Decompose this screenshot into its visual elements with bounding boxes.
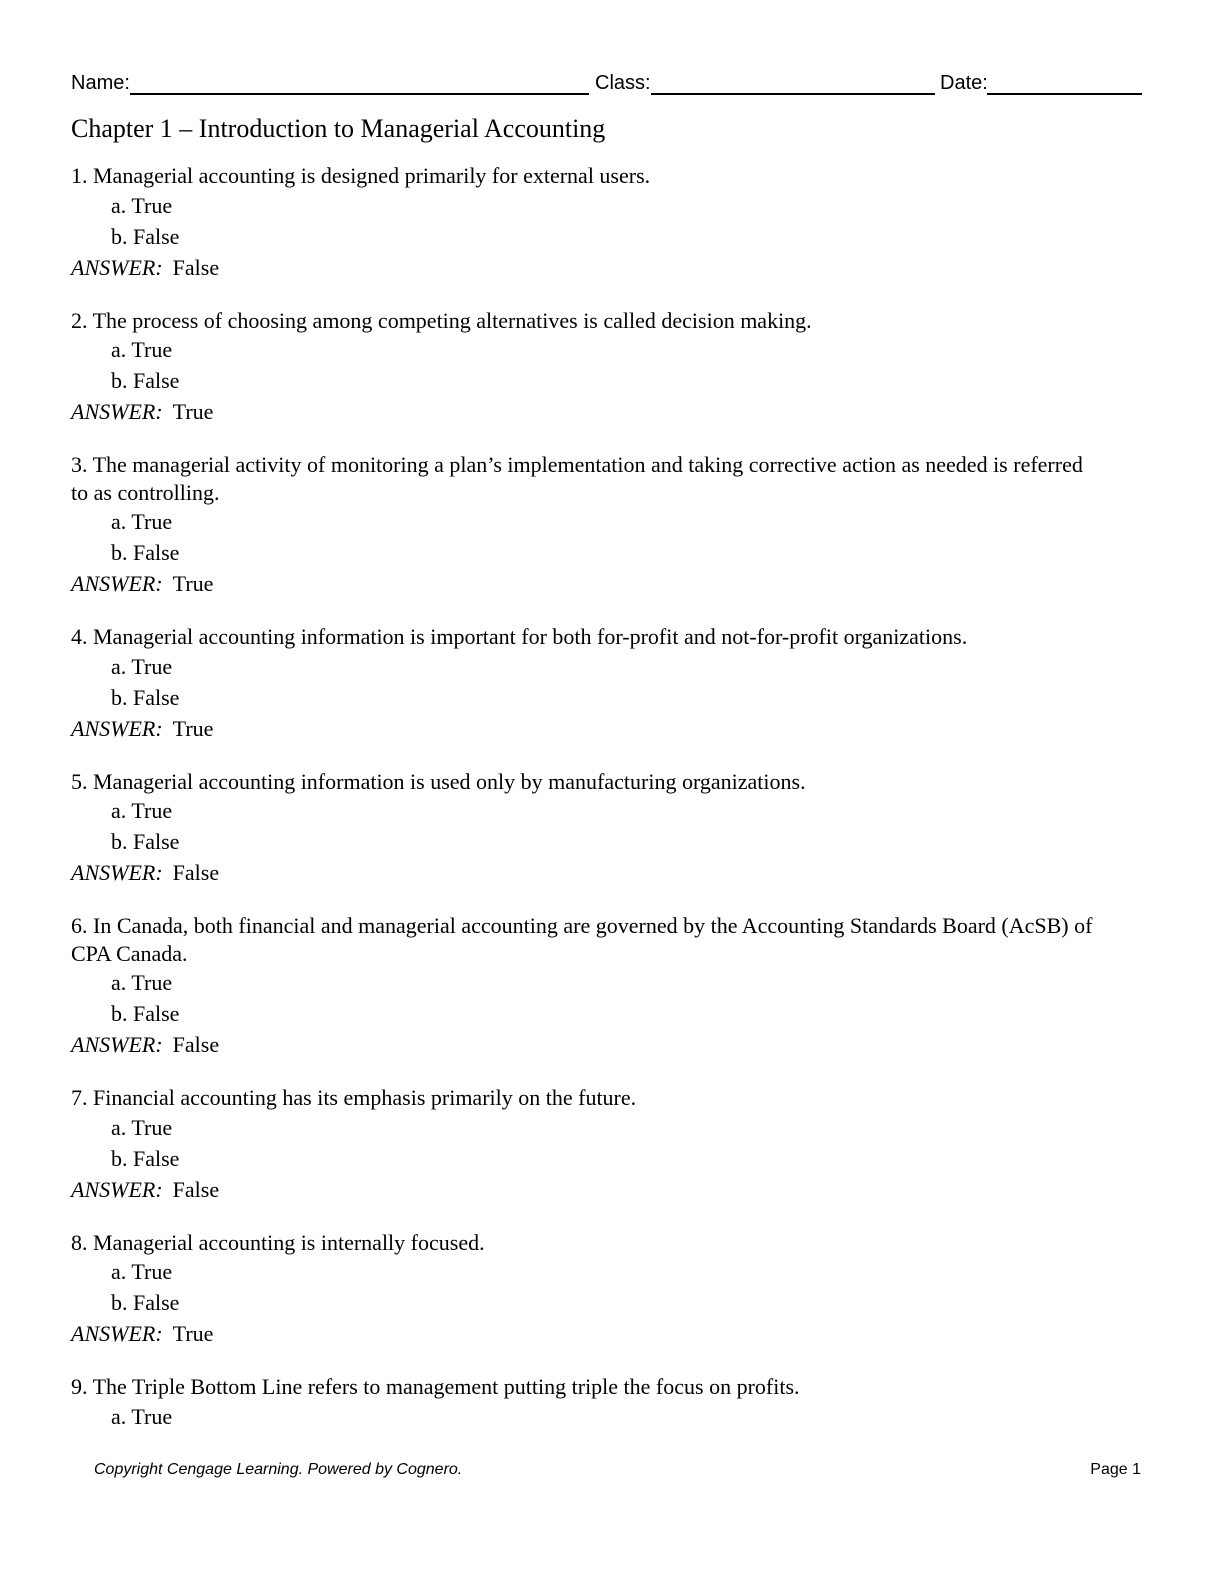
option-true: a. True [111, 970, 173, 995]
option-false: b. False [111, 368, 180, 393]
answer-line [71, 568, 1142, 599]
date-blank-line [987, 93, 1142, 95]
question-list [71, 162, 1142, 1456]
option-true: a. True [111, 1259, 173, 1284]
question-1 [71, 162, 1142, 283]
question-5 [71, 768, 1142, 889]
class-blank-line [651, 93, 935, 95]
question-2 [71, 307, 1142, 428]
question-stem: 2. The process of choosing among competing alternatives is called decision making. [71, 307, 812, 333]
option-false: b. False [111, 1290, 180, 1315]
question-stem: 5. Managerial accounting information is used only by manufacturing organizations. [71, 768, 806, 794]
option-false: b. False [111, 829, 180, 854]
question-6 [71, 912, 1142, 1060]
option-true: a. True [111, 337, 173, 362]
option-false: b. False [111, 540, 180, 565]
option-true: a. True [111, 1114, 173, 1140]
answer-label: ANSWER: [71, 254, 163, 280]
option-false: b. False [111, 223, 180, 249]
question-stem: 4. Managerial accounting information is important for both for-profit and not-for-profit organizations. [71, 624, 968, 649]
answer-value: False [172, 254, 220, 280]
option-false: b. False [111, 1001, 180, 1026]
question-9 [71, 1373, 1142, 1432]
date-label: Date: [940, 72, 988, 94]
answer-label: ANSWER: [71, 399, 163, 424]
question-8 [71, 1229, 1142, 1350]
option-true: a. True [111, 192, 173, 218]
option-false: b. False [111, 684, 180, 710]
answer-label: ANSWER: [71, 571, 163, 596]
answer-label: ANSWER: [71, 1321, 163, 1346]
question-stem: 8. Managerial accounting is internally focused. [71, 1229, 485, 1255]
name-blank-line [130, 93, 589, 95]
question-stem: 6. In Canada, both financial and managerial accounting are governed by the Accounting Standards Board (AcSB) of CPA Canada. [71, 913, 1093, 966]
answer-value: False [172, 860, 220, 885]
answer-line [71, 857, 1142, 888]
answer-label: ANSWER: [71, 1176, 163, 1202]
answer-value: True [172, 715, 214, 741]
answer-label: ANSWER: [71, 715, 163, 741]
answer-line [71, 1318, 1142, 1349]
answer-line [71, 396, 1142, 427]
question-stem: 9. The Triple Bottom Line refers to management putting triple the focus on profits. [71, 1374, 800, 1399]
answer-line [71, 1029, 1142, 1060]
class-label: Class: [595, 72, 651, 94]
option-true: a. True [111, 1403, 173, 1429]
question-3 [71, 451, 1142, 599]
question-4 [71, 623, 1142, 744]
question-stem: 1. Managerial accounting is designed primarily for external users. [71, 163, 651, 188]
question-stem: 7. Financial accounting has its emphasis primarily on the future. [71, 1085, 637, 1110]
option-false: b. False [111, 1145, 180, 1171]
answer-line [71, 713, 1142, 744]
answer-value: True [172, 1321, 214, 1346]
page-number: Page 1 [1090, 1461, 1141, 1478]
answer-label: ANSWER: [71, 1032, 163, 1057]
option-true: a. True [111, 509, 173, 534]
answer-value: True [172, 399, 214, 424]
chapter-title: Chapter 1 – Introduction to Managerial Accounting [71, 114, 606, 143]
answer-line [71, 252, 1142, 283]
answer-value: False [172, 1176, 220, 1202]
answer-value: True [172, 571, 214, 596]
answer-label: ANSWER: [71, 860, 163, 885]
copyright-notice: Copyright Cengage Learning. Powered by Cognero. [94, 1461, 463, 1478]
option-true: a. True [111, 653, 173, 679]
question-stem: 3. The managerial activity of monitoring a plan’s implementation and taking corrective action as needed is referred to as controlling. [71, 452, 1083, 505]
question-7 [71, 1084, 1142, 1205]
name-label: Name: [71, 72, 130, 94]
option-true: a. True [111, 798, 173, 823]
answer-value: False [172, 1032, 220, 1057]
student-info-header [71, 70, 1142, 96]
answer-line [71, 1174, 1142, 1205]
